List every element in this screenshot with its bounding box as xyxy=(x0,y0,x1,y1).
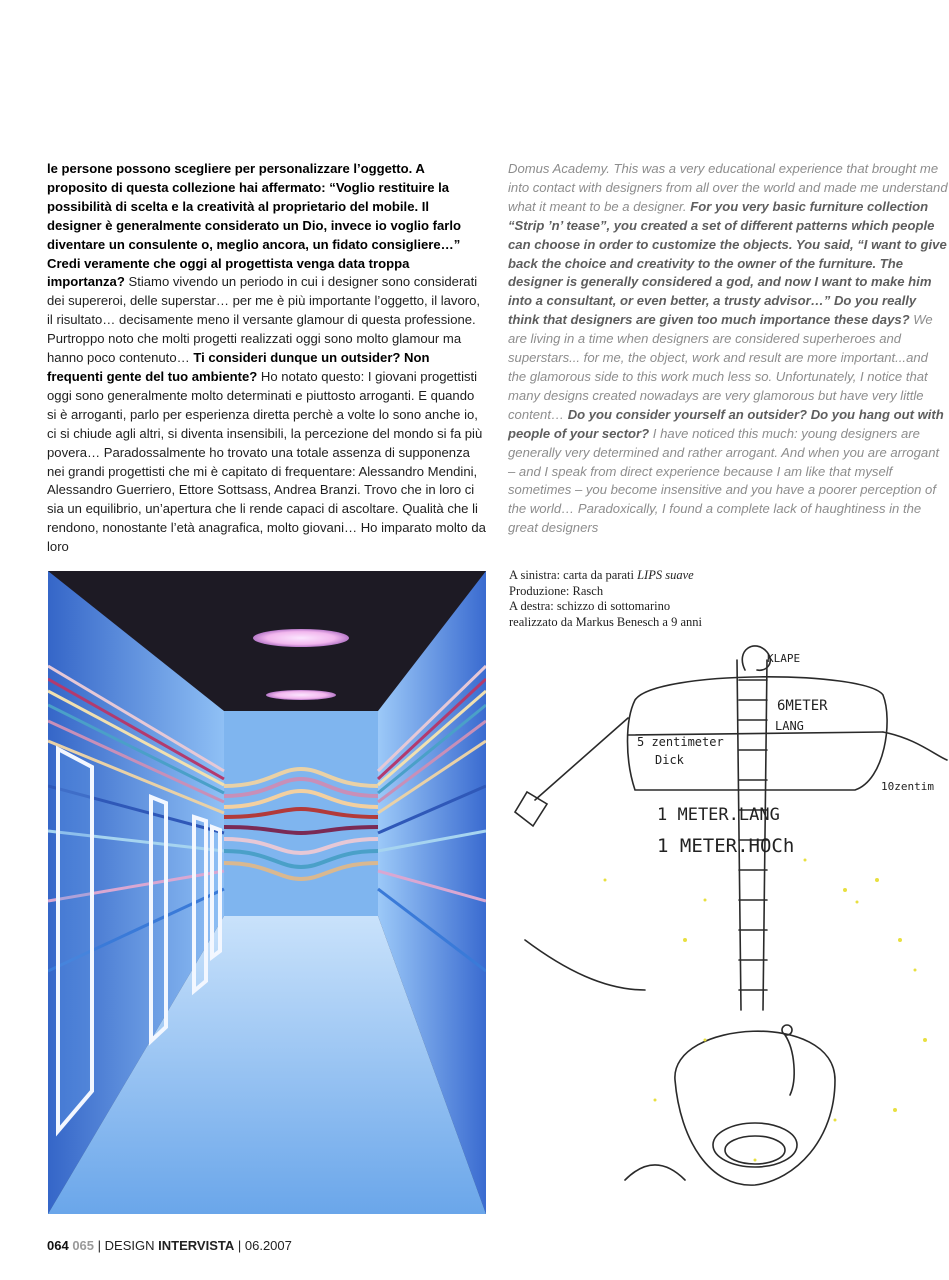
caption-line-4: realizzato da Markus Benesch a 9 anni xyxy=(509,614,702,629)
stray-line xyxy=(525,940,645,990)
page-footer xyxy=(47,1238,292,1253)
footer-subsection: INTERVISTA xyxy=(158,1238,235,1253)
right-arm xyxy=(883,732,947,760)
left-arm xyxy=(535,718,628,800)
caption-line-2: Produzione: Rasch xyxy=(509,583,604,598)
bottom-curve xyxy=(625,1165,685,1180)
italian-paragraph xyxy=(47,160,487,557)
caption-line-1: A sinistra: carta da parati LIPS suave xyxy=(509,568,694,582)
image-caption xyxy=(509,568,809,630)
ceiling-lamp-near xyxy=(253,629,349,647)
answer-text: I have noticed this much: young designers are generally very determined and rather arrogant. And when you are arrogant – and I speak from direct experience because I am like that myself sometimes – you become insensitive and you have a poorer perception of the world… Paradoxically, I found a complete lack of haughtiness in the great designers xyxy=(508,425,940,536)
sketch-label-dick: Dick xyxy=(655,753,684,767)
answer-text: Ho notato questo: I giovani progettisti oggi sono generalmente molto determinati e piuttosto arroganti. E quando si è arroganti, parlo per esperienza diretta perchè a volte lo sono anche io, ci si chiude agli altri, si diventa insensibili, la percezione del mondo si fa più povera… Paradossalmente ho trovato una totale assenza di supponenza nei grandi progettisti che mi è capitato di frequentare: Alessandro Mendini, Alessandro Guerriero, Ettore Sottsass, Andrea Branzi. Trovo che in loro ci sia un equilibrio, un’apertura che li rende capaci di ascoltare. Qualità che li rendono, nonostante l’età anagrafica, molto giovani… Ho imparato molto da loro xyxy=(47,368,486,555)
question-text: For you very basic furniture collection “Strip ’n’ tease”, you created a set of different patterns which people can choose in order to customize the objects. You said, “I want to give back the choice and creativity to the owner of the furniture. The designer is generally considered a god, and now I want to make him into a consultant, or even better, a trusty advisor…” Do you really think that designers are given too much importance these days? xyxy=(508,198,947,328)
answer-text: Domus Academy. This was a very educational experience that brought me into contact with designers from all over the world and made me understand what it meant to be a designer. xyxy=(508,161,948,214)
sketch-label-meter-lang: 1 METER.LANG xyxy=(657,805,780,825)
footer-section: DESIGN xyxy=(104,1238,155,1253)
question-text: le persone possono scegliere per personalizzare l’oggetto. A proposito di questa collezione hai affermato: “Voglio restituire la possibilità di scelta e la creatività al proprietario del mobile. Il designer è generalmente considerato un Dio, invece io voglio farlo diventare un consulente o, meglio ancora, un fidato consigliere…” Credi veramente che oggi al progettista venga data troppa importanza? xyxy=(47,161,462,290)
lower-sphere xyxy=(675,1031,835,1185)
sketch-label-lang: LANG xyxy=(775,719,804,733)
question-text: Ti consideri dunque un outsider? Non frequenti gente del tuo ambiente? xyxy=(47,350,430,384)
page-number-current: 064 xyxy=(47,1238,69,1253)
italian-text-column xyxy=(47,160,487,557)
sketch-label-zentimeter: 5 zentimeter xyxy=(637,735,724,749)
answer-text: Stiamo vivendo un periodo in cui i designer sono considerati dei supereroi, delle superstar… per me è più importante l’oggetto, il lavoro, il risultato… decisamente meno il versante glamour di questa professione. Purtroppo noto che molti progetti realizzati oggi sono molto glamour ma hanno poco contenuto… xyxy=(47,274,481,366)
question-text: Do you consider yourself an outsider? Do you hang out with people of your sector? xyxy=(508,406,944,441)
yellow-specks xyxy=(604,859,928,1162)
sketch-label-klape: KLAPE xyxy=(767,652,801,665)
footer-separator: | xyxy=(97,1238,102,1253)
footer-separator-2: | xyxy=(237,1238,242,1253)
ceiling-lamp-far xyxy=(266,690,336,700)
sketch-label-meter-hoch: 1 METER.HOCh xyxy=(657,835,795,857)
english-text-column xyxy=(508,160,948,538)
figure-sketch xyxy=(785,1035,794,1095)
caption-line-3: A destra: schizzo di sottomarino xyxy=(509,599,671,613)
back-wall xyxy=(224,711,378,916)
sketch-label-meter: 6METER xyxy=(777,698,828,714)
sketch-label-zentimeter-right: 10zentim xyxy=(881,780,934,793)
left-arm-paddle xyxy=(515,792,547,826)
corridor-wallpaper-photo xyxy=(48,571,486,1214)
footer-date: 06.2007 xyxy=(244,1238,292,1253)
english-paragraph xyxy=(508,160,948,538)
page-number-facing: 065 xyxy=(72,1238,95,1253)
answer-text: We are living in a time when designers are considered superheroes and superstars... for me, the object, work and result are more important...and the glamorous side to this work much less so. Unfortunately, I notice that many designs created nowadays are very glamorous but have very little content… xyxy=(508,312,933,422)
submarine-sketch xyxy=(505,640,949,1220)
